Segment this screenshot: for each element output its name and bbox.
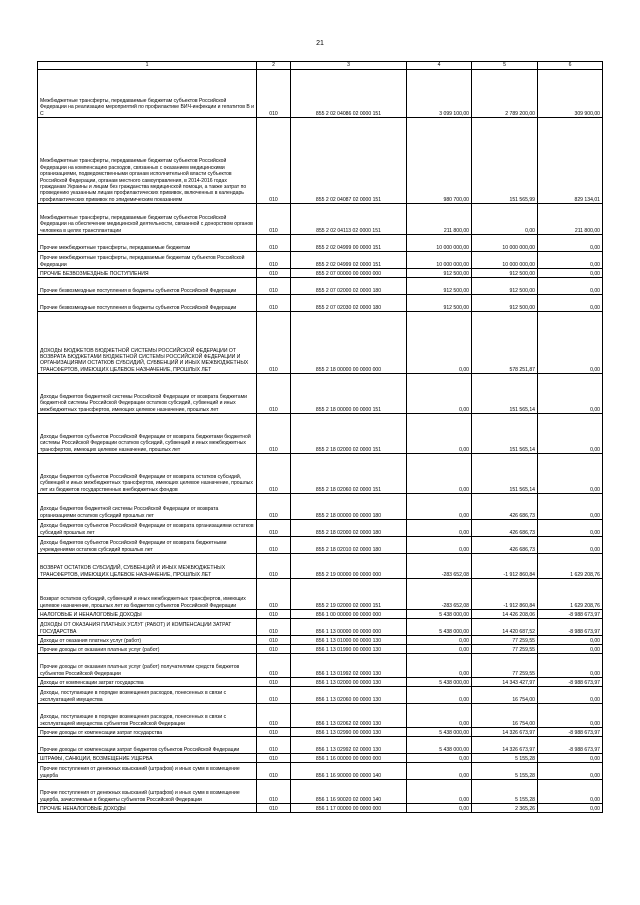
page-number: 21 xyxy=(316,40,324,47)
row-name-cell: Доходы бюджетов субъектов Российской Федерации от возврата остатков субсидий, субвенций и иных межбюджетных трансфертов, имеющих целевое назначение, прошлых лет из бюджетов государственных внебюджетных фондов xyxy=(38,454,257,494)
row-executed-value-cell: 16 754,00 xyxy=(472,704,538,728)
row-line-code-cell: 010 xyxy=(257,235,291,252)
row-approved-value-cell: 0,00 xyxy=(407,537,472,554)
row-name-cell: ДОХОДЫ БЮДЖЕТОВ БЮДЖЕТНОЙ СИСТЕМЫ РОССИЙСКОЙ ФЕДЕРАЦИИ ОТ ВОЗВРАТА БЮДЖЕТАМИ БЮДЖЕТНОЙ СИСТЕМЫ РОССИЙСКОЙ ФЕДЕРАЦИИ И ОРГАНИЗАЦИЯМИ ОСТАТКОВ СУБСИДИЙ, СУБВЕНЦИЙ И ИНЫХ МЕЖБЮДЖЕТНЫХ ТРАНСФЕРТОВ, ИМЕЮЩИХ ЦЕЛЕВОЕ НАЗНАЧЕНИЕ, ПРОШЛЫХ ЛЕТ xyxy=(38,312,257,374)
row-line-code-cell: 010 xyxy=(257,494,291,520)
row-approved-value-cell: 10 000 000,00 xyxy=(407,252,472,269)
column-header: 6 xyxy=(538,62,603,70)
row-approved-value-cell: 0,00 xyxy=(407,763,472,780)
table-row xyxy=(38,269,603,278)
row-line-code-cell: 010 xyxy=(257,537,291,554)
row-remaining-value-cell: 0,00 xyxy=(538,804,603,813)
row-name-cell: Доходы бюджетов субъектов Российской Федерации от возврата организациями остатков субсидий прошлых лет xyxy=(38,520,257,537)
row-budget-code-cell: 856 1 16 90000 00 0000 140 xyxy=(291,763,407,780)
row-executed-value-cell: 426 686,73 xyxy=(472,537,538,554)
row-line-code-cell: 010 xyxy=(257,645,291,654)
row-remaining-value-cell: 0,00 xyxy=(538,312,603,374)
row-name-cell: Прочие доходы от оказания платных услуг (работ) xyxy=(38,645,257,654)
table-row xyxy=(38,678,603,687)
row-line-code-cell: 010 xyxy=(257,804,291,813)
row-remaining-value-cell: 0,00 xyxy=(538,494,603,520)
row-line-code-cell: 010 xyxy=(257,204,291,235)
row-budget-code-cell: 855 2 07 00000 00 0000 000 xyxy=(291,269,407,278)
row-name-cell: Межбюджетные трансферты, передаваемые бюджетам субъектов Российской Федерации на обеспечение медицинской деятельности, связанной с донорством органов человека в целях трансплантации xyxy=(38,204,257,235)
row-budget-code-cell: 855 2 18 02060 02 0000 151 xyxy=(291,454,407,494)
row-budget-code-cell: 855 2 02 04086 02 0000 151 xyxy=(291,70,407,118)
row-remaining-value-cell: -8 988 673,97 xyxy=(538,728,603,737)
row-executed-value-cell: 578 251,87 xyxy=(472,312,538,374)
table-row xyxy=(38,654,603,678)
row-approved-value-cell: 0,00 xyxy=(407,654,472,678)
row-approved-value-cell: 5 438 000,00 xyxy=(407,728,472,737)
row-executed-value-cell: 2 789 200,00 xyxy=(472,70,538,118)
table-row xyxy=(38,763,603,780)
row-budget-code-cell: 856 1 13 00000 00 0000 000 xyxy=(291,619,407,636)
row-line-code-cell: 010 xyxy=(257,70,291,118)
row-remaining-value-cell: 0,00 xyxy=(538,414,603,454)
row-remaining-value-cell: 0,00 xyxy=(538,780,603,804)
row-name-cell: НАЛОГОВЫЕ И НЕНАЛОГОВЫЕ ДОХОДЫ xyxy=(38,610,257,619)
row-budget-code-cell: 856 1 13 02990 00 0000 130 xyxy=(291,728,407,737)
row-line-code-cell: 010 xyxy=(257,654,291,678)
column-header: 3 xyxy=(291,62,407,70)
row-executed-value-cell: -1 912 860,84 xyxy=(472,579,538,610)
row-budget-code-cell: 856 1 17 00000 00 0000 000 xyxy=(291,804,407,813)
row-executed-value-cell: 14 326 673,97 xyxy=(472,728,538,737)
row-remaining-value-cell: 0,00 xyxy=(538,537,603,554)
row-remaining-value-cell: -8 988 673,97 xyxy=(538,678,603,687)
row-executed-value-cell: 14 343 427,97 xyxy=(472,678,538,687)
table-row xyxy=(38,252,603,269)
row-name-cell: Прочие поступления от денежных взысканий (штрафов) и иных сумм в возмещение ущерба xyxy=(38,763,257,780)
row-approved-value-cell: 912 500,00 xyxy=(407,269,472,278)
row-approved-value-cell: 0,00 xyxy=(407,687,472,704)
row-executed-value-cell: 16 754,00 xyxy=(472,687,538,704)
row-budget-code-cell: 855 2 02 04999 00 0000 151 xyxy=(291,235,407,252)
row-remaining-value-cell: -8 988 673,97 xyxy=(538,737,603,754)
row-budget-code-cell: 855 2 18 02010 02 0000 180 xyxy=(291,537,407,554)
row-approved-value-cell: 0,00 xyxy=(407,520,472,537)
row-approved-value-cell: 10 000 000,00 xyxy=(407,235,472,252)
row-line-code-cell: 010 xyxy=(257,374,291,414)
row-name-cell: Прочие доходы от оказания платных услуг (работ) получателями средств бюджетов субъектов Российской Федерации xyxy=(38,654,257,678)
table-row xyxy=(38,70,603,118)
table-row xyxy=(38,118,603,204)
table-row xyxy=(38,235,603,252)
row-remaining-value-cell: 0,00 xyxy=(538,374,603,414)
row-name-cell: Доходы, поступающие в порядке возмещения расходов, понесенных в связи с эксплуатацией имущества xyxy=(38,687,257,704)
row-remaining-value-cell: 1 629 208,76 xyxy=(538,554,603,579)
row-budget-code-cell: 855 2 18 00000 00 0000 151 xyxy=(291,374,407,414)
column-header: 1 xyxy=(38,62,257,70)
row-budget-code-cell: 855 2 07 02030 02 0000 180 xyxy=(291,295,407,312)
row-name-cell: Доходы бюджетов бюджетной системы Российской Федерации от возврата организациями остатков субсидий прошлых лет xyxy=(38,494,257,520)
row-budget-code-cell: 855 2 07 02000 02 0000 180 xyxy=(291,278,407,295)
row-line-code-cell: 010 xyxy=(257,252,291,269)
row-name-cell: Прочие безвозмездные поступления в бюджеты субъектов Российской Федерации xyxy=(38,278,257,295)
table-row xyxy=(38,610,603,619)
row-approved-value-cell: 0,00 xyxy=(407,636,472,645)
table-row xyxy=(38,204,603,235)
row-approved-value-cell: -283 652,08 xyxy=(407,554,472,579)
row-executed-value-cell: 151 565,99 xyxy=(472,118,538,204)
row-budget-code-cell: 856 1 13 02062 02 0000 130 xyxy=(291,704,407,728)
row-line-code-cell: 010 xyxy=(257,295,291,312)
row-remaining-value-cell: 0,00 xyxy=(538,763,603,780)
table-row xyxy=(38,687,603,704)
row-line-code-cell: 010 xyxy=(257,414,291,454)
table-header xyxy=(38,62,603,70)
row-approved-value-cell: 912 500,00 xyxy=(407,295,472,312)
column-numbers-row xyxy=(38,62,603,70)
row-budget-code-cell: 855 2 18 00000 00 0000 180 xyxy=(291,494,407,520)
row-line-code-cell: 010 xyxy=(257,737,291,754)
table-row xyxy=(38,636,603,645)
table-row xyxy=(38,579,603,610)
table-row xyxy=(38,554,603,579)
row-remaining-value-cell: 0,00 xyxy=(538,454,603,494)
row-remaining-value-cell: 0,00 xyxy=(538,295,603,312)
table-row xyxy=(38,619,603,636)
row-line-code-cell: 010 xyxy=(257,687,291,704)
row-name-cell: Межбюджетные трансферты, передаваемые бюджетам субъектов Российской Федерации на компенсацию расходов, связанных с оказанием медицинскими организациями, подведомственными органам исполнительной власти субъектов Российской Федерации, органам местного самоуправления, в 2014-2016 годах гражданам Украины и лицам без гражданства медицинской помощи, а также затрат по проведению указанным лицам профилактических прививок, включенных в календарь профилактических прививок по эпидемическим показаниям xyxy=(38,118,257,204)
row-line-code-cell: 010 xyxy=(257,678,291,687)
row-line-code-cell: 010 xyxy=(257,278,291,295)
table-row xyxy=(38,804,603,813)
report-table-container xyxy=(37,61,602,813)
row-approved-value-cell: 980 700,00 xyxy=(407,118,472,204)
row-line-code-cell: 010 xyxy=(257,619,291,636)
row-name-cell: Прочие межбюджетные трансферты, передаваемые бюджетам xyxy=(38,235,257,252)
row-approved-value-cell: 0,00 xyxy=(407,414,472,454)
row-name-cell: Прочие доходы от компенсации затрат государства xyxy=(38,728,257,737)
row-remaining-value-cell: 0,00 xyxy=(538,520,603,537)
row-remaining-value-cell: 0,00 xyxy=(538,645,603,654)
row-executed-value-cell: 2 365,26 xyxy=(472,804,538,813)
row-remaining-value-cell: 829 134,01 xyxy=(538,118,603,204)
row-approved-value-cell: 5 438 000,00 xyxy=(407,678,472,687)
row-approved-value-cell: 211 800,00 xyxy=(407,204,472,235)
row-name-cell: Прочие поступления от денежных взысканий (штрафов) и иных сумм в возмещение ущерба, зачисляемые в бюджеты субъектов Российской Федерации xyxy=(38,780,257,804)
row-name-cell: Возврат остатков субсидий, субвенций и иных межбюджетных трансфертов, имеющих целевое назначение, прошлых лет из бюджетов субъектов Российской Федерации xyxy=(38,579,257,610)
table-body xyxy=(38,70,603,813)
row-executed-value-cell: 10 000 000,00 xyxy=(472,235,538,252)
row-line-code-cell: 010 xyxy=(257,269,291,278)
row-line-code-cell: 010 xyxy=(257,554,291,579)
row-approved-value-cell: -283 652,08 xyxy=(407,579,472,610)
table-row xyxy=(38,414,603,454)
row-name-cell: Доходы от компенсации затрат государства xyxy=(38,678,257,687)
row-line-code-cell: 010 xyxy=(257,454,291,494)
row-budget-code-cell: 856 1 13 02000 00 0000 130 xyxy=(291,678,407,687)
row-executed-value-cell: 5 155,28 xyxy=(472,763,538,780)
row-executed-value-cell: 14 326 673,97 xyxy=(472,737,538,754)
row-budget-code-cell: 855 2 02 04999 02 0000 151 xyxy=(291,252,407,269)
row-remaining-value-cell: 0,00 xyxy=(538,654,603,678)
row-executed-value-cell: 912 500,00 xyxy=(472,278,538,295)
row-name-cell: Доходы, поступающие в порядке возмещения расходов, понесенных в связи с эксплуатацией имущества субъектов Российской Федерации xyxy=(38,704,257,728)
row-line-code-cell: 010 xyxy=(257,754,291,763)
row-approved-value-cell: 0,00 xyxy=(407,494,472,520)
row-budget-code-cell: 855 2 18 00000 00 0000 000 xyxy=(291,312,407,374)
budget-revenue-table xyxy=(37,61,603,813)
table-row xyxy=(38,454,603,494)
row-name-cell: ВОЗВРАТ ОСТАТКОВ СУБСИДИЙ, СУБВЕНЦИЙ И ИНЫХ МЕЖБЮДЖЕТНЫХ ТРАНСФЕРТОВ, ИМЕЮЩИХ ЦЕЛЕВОЕ НАЗНАЧЕНИЕ, ПРОШЛЫХ ЛЕТ xyxy=(38,554,257,579)
table-row xyxy=(38,754,603,763)
row-executed-value-cell: 0,00 xyxy=(472,204,538,235)
row-name-cell: Межбюджетные трансферты, передаваемые бюджетам субъектов Российской Федерации на реализацию мероприятий по профилактике ВИЧ-инфекции и гепатитов В и С xyxy=(38,70,257,118)
row-executed-value-cell: 10 000 000,00 xyxy=(472,252,538,269)
row-approved-value-cell: 5 438 000,00 xyxy=(407,619,472,636)
table-row xyxy=(38,737,603,754)
table-row xyxy=(38,704,603,728)
row-line-code-cell: 010 xyxy=(257,780,291,804)
row-name-cell: Прочие доходы от компенсации затрат бюджетов субъектов Российской Федерации xyxy=(38,737,257,754)
row-remaining-value-cell: 0,00 xyxy=(538,269,603,278)
table-row xyxy=(38,312,603,374)
row-name-cell: ПРОЧИЕ БЕЗВОЗМЕЗДНЫЕ ПОСТУПЛЕНИЯ xyxy=(38,269,257,278)
row-approved-value-cell: 912 500,00 xyxy=(407,278,472,295)
row-budget-code-cell: 856 1 13 02992 02 0000 130 xyxy=(291,737,407,754)
table-row xyxy=(38,780,603,804)
row-executed-value-cell: 77 259,55 xyxy=(472,645,538,654)
row-budget-code-cell: 856 1 13 01992 02 0000 130 xyxy=(291,654,407,678)
row-remaining-value-cell: 0,00 xyxy=(538,754,603,763)
row-name-cell: ДОХОДЫ ОТ ОКАЗАНИЯ ПЛАТНЫХ УСЛУГ (РАБОТ) И КОМПЕНСАЦИИ ЗАТРАТ ГОСУДАРСТВА xyxy=(38,619,257,636)
row-line-code-cell: 010 xyxy=(257,636,291,645)
row-executed-value-cell: 912 500,00 xyxy=(472,295,538,312)
row-remaining-value-cell: 0,00 xyxy=(538,278,603,295)
table-row xyxy=(38,537,603,554)
row-remaining-value-cell: -8 988 673,97 xyxy=(538,619,603,636)
row-approved-value-cell: 0,00 xyxy=(407,804,472,813)
row-executed-value-cell: 14 420 687,52 xyxy=(472,619,538,636)
row-remaining-value-cell: 0,00 xyxy=(538,252,603,269)
row-approved-value-cell: 0,00 xyxy=(407,704,472,728)
row-line-code-cell: 010 xyxy=(257,704,291,728)
row-executed-value-cell: -1 912 860,84 xyxy=(472,554,538,579)
row-name-cell: Доходы бюджетов бюджетной системы Российской Федерации от возврата бюджетами бюджетной системы Российской Федерации остатков субсидий, субвенций и иных межбюджетных трансфертов, имеющих целевое назначение, прошлых лет xyxy=(38,374,257,414)
table-row xyxy=(38,295,603,312)
row-line-code-cell: 010 xyxy=(257,118,291,204)
row-budget-code-cell: 855 2 19 02000 02 0000 151 xyxy=(291,579,407,610)
row-budget-code-cell: 856 1 00 00000 00 0000 000 xyxy=(291,610,407,619)
row-executed-value-cell: 151 565,14 xyxy=(472,414,538,454)
table-row xyxy=(38,645,603,654)
row-executed-value-cell: 151 565,14 xyxy=(472,374,538,414)
row-budget-code-cell: 855 2 02 04113 02 0000 151 xyxy=(291,204,407,235)
row-executed-value-cell: 77 259,55 xyxy=(472,636,538,645)
row-remaining-value-cell: 211 800,00 xyxy=(538,204,603,235)
row-executed-value-cell: 5 155,28 xyxy=(472,754,538,763)
row-approved-value-cell: 0,00 xyxy=(407,780,472,804)
row-approved-value-cell: 5 438 000,00 xyxy=(407,610,472,619)
row-executed-value-cell: 77 259,55 xyxy=(472,654,538,678)
row-name-cell: ШТРАФЫ, САНКЦИИ, ВОЗМЕЩЕНИЕ УЩЕРБА xyxy=(38,754,257,763)
row-remaining-value-cell: 309 900,00 xyxy=(538,70,603,118)
row-budget-code-cell: 855 2 18 02000 02 0000 151 xyxy=(291,414,407,454)
row-executed-value-cell: 426 686,73 xyxy=(472,494,538,520)
row-name-cell: Доходы бюджетов субъектов Российской Федерации от возврата бюджетными учреждениями остатков субсидий прошлых лет xyxy=(38,537,257,554)
row-approved-value-cell: 0,00 xyxy=(407,374,472,414)
row-remaining-value-cell: 0,00 xyxy=(538,235,603,252)
row-line-code-cell: 010 xyxy=(257,728,291,737)
row-executed-value-cell: 151 565,14 xyxy=(472,454,538,494)
row-remaining-value-cell: 0,00 xyxy=(538,636,603,645)
row-line-code-cell: 010 xyxy=(257,579,291,610)
row-line-code-cell: 010 xyxy=(257,520,291,537)
table-row xyxy=(38,278,603,295)
row-line-code-cell: 010 xyxy=(257,763,291,780)
row-remaining-value-cell: 1 629 208,76 xyxy=(538,579,603,610)
row-executed-value-cell: 5 155,28 xyxy=(472,780,538,804)
column-header: 5 xyxy=(472,62,538,70)
row-approved-value-cell: 0,00 xyxy=(407,754,472,763)
row-remaining-value-cell: 0,00 xyxy=(538,704,603,728)
row-budget-code-cell: 855 2 18 02000 02 0000 180 xyxy=(291,520,407,537)
table-row xyxy=(38,728,603,737)
row-budget-code-cell: 856 1 16 90020 02 0000 140 xyxy=(291,780,407,804)
row-approved-value-cell: 0,00 xyxy=(407,645,472,654)
row-budget-code-cell: 856 1 13 02060 00 0000 130 xyxy=(291,687,407,704)
row-line-code-cell: 010 xyxy=(257,610,291,619)
row-budget-code-cell: 856 1 13 01000 00 0000 130 xyxy=(291,636,407,645)
row-name-cell: Доходы от оказания платных услуг (работ) xyxy=(38,636,257,645)
row-budget-code-cell: 856 1 13 01990 00 0000 130 xyxy=(291,645,407,654)
row-approved-value-cell: 0,00 xyxy=(407,454,472,494)
table-row xyxy=(38,494,603,520)
column-header: 4 xyxy=(407,62,472,70)
row-line-code-cell: 010 xyxy=(257,312,291,374)
row-name-cell: Доходы бюджетов субъектов Российской Федерации от возврата бюджетами бюджетной системы Российской Федерации остатков субсидий, субвенций и иных межбюджетных трансфертов, имеющих целевое назначение, прошлых лет xyxy=(38,414,257,454)
column-header: 2 xyxy=(257,62,291,70)
row-remaining-value-cell: -8 988 673,97 xyxy=(538,610,603,619)
row-executed-value-cell: 14 426 208,06 xyxy=(472,610,538,619)
table-row xyxy=(38,520,603,537)
row-approved-value-cell: 5 438 000,00 xyxy=(407,737,472,754)
row-budget-code-cell: 855 2 19 00000 00 0000 000 xyxy=(291,554,407,579)
row-approved-value-cell: 3 099 100,00 xyxy=(407,70,472,118)
row-executed-value-cell: 912 500,00 xyxy=(472,269,538,278)
row-approved-value-cell: 0,00 xyxy=(407,312,472,374)
row-budget-code-cell: 856 1 16 00000 00 0000 000 xyxy=(291,754,407,763)
row-remaining-value-cell: 0,00 xyxy=(538,687,603,704)
row-name-cell: ПРОЧИЕ НЕНАЛОГОВЫЕ ДОХОДЫ xyxy=(38,804,257,813)
row-budget-code-cell: 855 2 02 04087 02 0000 151 xyxy=(291,118,407,204)
row-name-cell: Прочие безвозмездные поступления в бюджеты субъектов Российской Федерации xyxy=(38,295,257,312)
table-row xyxy=(38,374,603,414)
row-executed-value-cell: 426 686,73 xyxy=(472,520,538,537)
row-name-cell: Прочие межбюджетные трансферты, передаваемые бюджетам субъектов Российской Федерации xyxy=(38,252,257,269)
